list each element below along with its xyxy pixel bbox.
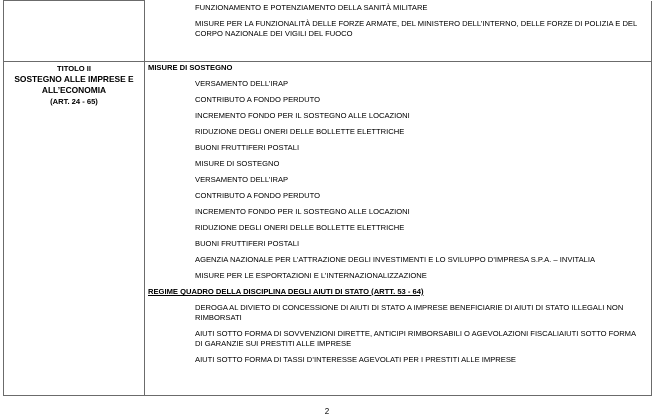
list-item: CONTRIBUTO A FONDO PERDUTO — [195, 95, 321, 104]
page-number: 2 — [324, 407, 330, 416]
list-item: INCREMENTO FONDO PER IL SOSTEGNO ALLE LOCAZIONI — [195, 111, 410, 120]
table-row-top — [4, 1, 652, 62]
title-line-3: (ART. 24 - 65) — [50, 97, 98, 106]
list-item: FUNZIONAMENTO E POTENZIAMENTO DELLA SANITÀ MILITARE — [195, 2, 428, 12]
list-item: BUONI FRUTTIFERI POSTALI — [195, 239, 300, 248]
section-title — [4, 62, 144, 107]
list-item: AIUTI SOTTO FORMA DI SOVVENZIONI DIRETTE, ANTICIPI RIMBORSABILI O AGEVOLAZIONI FISCALIAIUTI SOTTO FORMA DI GARANZIE SUI PRESTITI ALLE IMPRESE — [195, 329, 636, 348]
title-line-2: SOSTEGNO ALLE IMPRESE E ALL’ECONOMIA — [14, 74, 134, 95]
list-item: RIDUZIONE DEGLI ONERI DELLE BOLLETTE ELETTRICHE — [195, 127, 405, 136]
list-item: VERSAMENTO DELL’IRAP — [195, 79, 289, 88]
list-item: MISURE DI SOSTEGNO — [195, 159, 280, 168]
left-cell-empty — [4, 1, 145, 62]
list-item: CONTRIBUTO A FONDO PERDUTO — [195, 191, 321, 200]
list-item: DEROGA AL DIVIETO DI CONCESSIONE DI AIUTI DI STATO A IMPRESE BENEFICIARIE DI AIUTI DI STATO ILLEGALI NON RIMBORSATI — [195, 303, 624, 322]
list-item: RIDUZIONE DEGLI ONERI DELLE BOLLETTE ELETTRICHE — [195, 223, 405, 232]
list-item: BUONI FRUTTIFERI POSTALI — [195, 143, 300, 152]
section-heading-misure: MISURE DI SOSTEGNO — [148, 63, 233, 72]
left-cell-titolo — [4, 62, 145, 396]
list-item: AIUTI SOTTO FORMA DI TASSI D’INTERESSE AGEVOLATI PER I PRESTITI ALLE IMPRESE — [195, 355, 516, 364]
summary-table — [3, 0, 652, 396]
list-item: INCREMENTO FONDO PER IL SOSTEGNO ALLE LOCAZIONI — [195, 207, 410, 216]
list-item: MISURE PER LA FUNZIONALITÀ DELLE FORZE ARMATE, DEL MINISTERO DELL’INTERNO, DELLE FORZE DI POLIZIA E DEL CORPO NAZIONALE DEI VIGILI DEL FUOCO — [195, 18, 637, 38]
title-line-1: TITOLO II — [56, 64, 92, 73]
right-cell-top — [145, 1, 652, 62]
list-item: MISURE PER LE ESPORTAZIONI E L’INTERNAZIONALIZZAZIONE — [195, 271, 427, 280]
section-heading-regime: REGIME QUADRO DELLA DISCIPLINA DEGLI AIUTI DI STATO (ARTT. 53 - 64) — [148, 287, 424, 296]
list-item: AGENZIA NAZIONALE PER L’ATTRAZIONE DEGLI INVESTIMENTI E LO SVILUPPO D’IMPRESA S.P.A. – INVITALIA — [195, 255, 596, 264]
list-item: VERSAMENTO DELL’IRAP — [195, 175, 289, 184]
right-cell-content — [145, 62, 652, 396]
table-row-titolo — [4, 62, 652, 396]
